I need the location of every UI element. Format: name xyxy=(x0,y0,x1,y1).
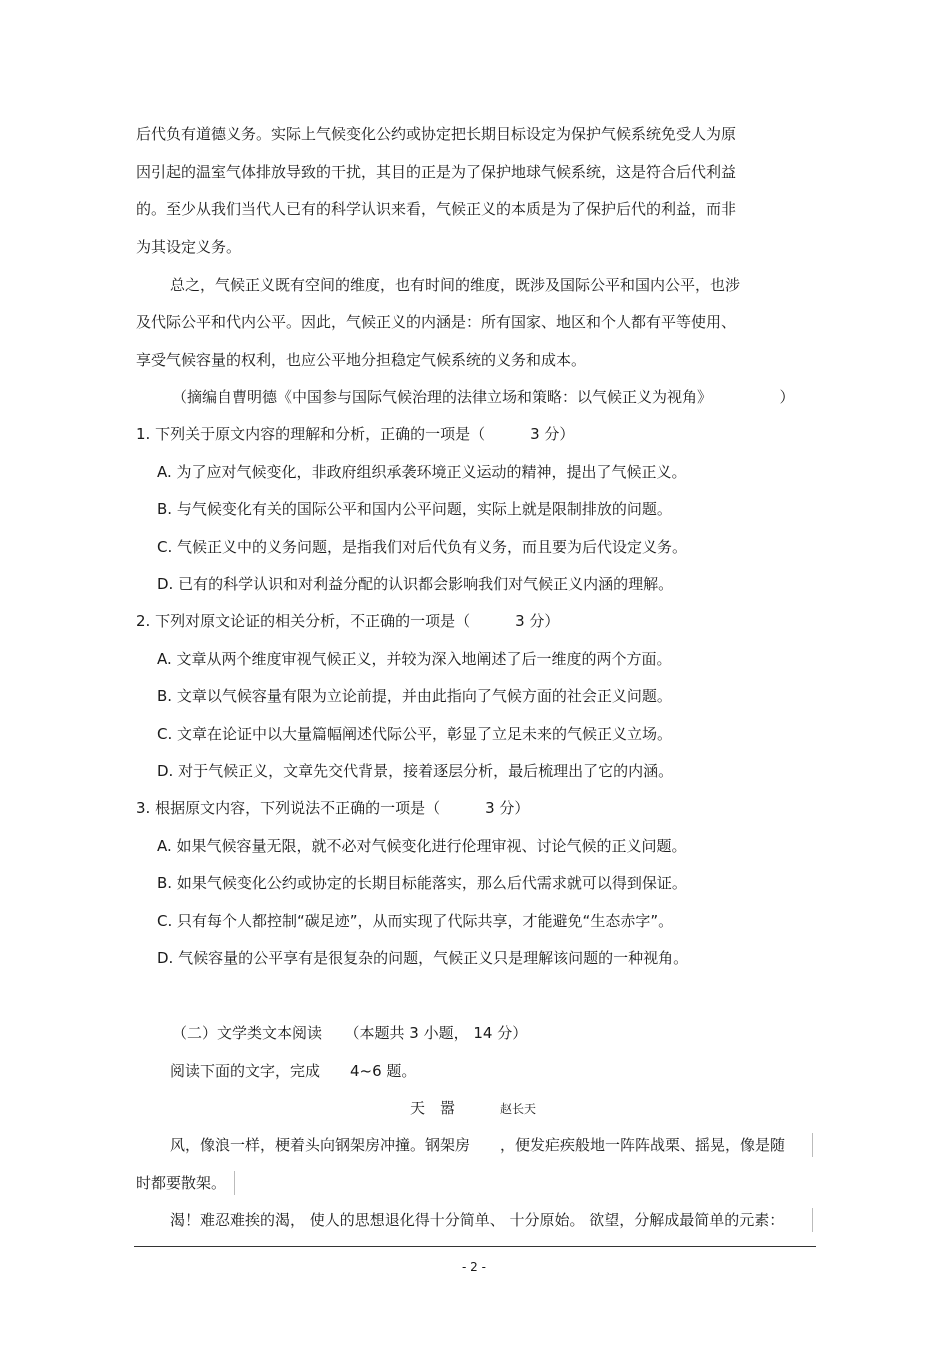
question-option: A. 文章从两个维度审视气候正义，并较为深入地阐述了后一维度的两个方面。 xyxy=(157,650,672,668)
margin-mark xyxy=(812,1133,813,1157)
story-line: 渴！难忍难挨的渴， 使人的思想退化得十分简单、 十分原始。 欲望，分解成最简单的元素： xyxy=(170,1211,785,1229)
source-citation: （摘编自曹明德《中国参与国际气候治理的法律立场和策略：以气候正义为视角》 ） xyxy=(172,388,795,406)
question-option: D. 已有的科学认识和对利益分配的认识都会影响我们对气候正义内涵的理解。 xyxy=(157,575,674,593)
passage-line: 为其设定义务。 xyxy=(136,238,242,256)
question-stem: 2. 下列对原文论证的相关分析，不正确的一项是（ 3 分） xyxy=(136,612,560,630)
margin-mark xyxy=(812,1208,813,1232)
section-heading: （二）文学类文本阅读 （本题共 3 小题， 14 分） xyxy=(172,1024,528,1042)
story-line: 时都要散架。 xyxy=(136,1174,227,1192)
question-option: C. 文章在论证中以大量篇幅阐述代际公平，彰显了立足未来的气候正义立场。 xyxy=(157,725,673,743)
passage-line: 的。至少从我们当代人已有的科学认识来看，气候正义的本质是为了保护后代的利益，而非 xyxy=(136,200,737,218)
passage-line: 因引起的温室气体排放导致的干扰，其目的正是为了保护地球气候系统，这是符合后代利益 xyxy=(136,163,737,181)
question-option: C. 气候正义中的义务问题，是指我们对后代负有义务，而且要为后代设定义务。 xyxy=(157,538,688,556)
passage-line: 及代际公平和代内公平。因此，气候正义的内涵是：所有国家、地区和个人都有平等使用、 xyxy=(136,313,737,331)
story-title: 天 嚣 xyxy=(410,1099,456,1117)
passage-line: 总之，气候正义既有空间的维度，也有时间的维度，既涉及国际公平和国内公平，也涉 xyxy=(170,276,741,294)
question-option: B. 如果气候变化公约或协定的长期目标能落实，那么后代需求就可以得到保证。 xyxy=(157,874,687,892)
question-option: D. 对于气候正义，文章先交代背景，接着逐层分析，最后梳理出了它的内涵。 xyxy=(157,762,674,780)
question-stem: 3. 根据原文内容，下列说法不正确的一项是（ 3 分） xyxy=(136,799,530,817)
question-stem: 1. 下列关于原文内容的理解和分析，正确的一项是（ 3 分） xyxy=(136,425,575,443)
margin-mark xyxy=(234,1171,235,1195)
story-line: 风，像浪一样，梗着头向钢架房冲撞。钢架房 ，便发疟疾般地一阵阵战栗、摇晃，像是随 xyxy=(170,1136,786,1154)
story-author: 赵长天 xyxy=(500,1102,537,1116)
passage-line: 享受气候容量的权利，也应公平地分担稳定气候系统的义务和成本。 xyxy=(136,351,587,369)
passage-line: 后代负有道德义务。实际上气候变化公约或协定把长期目标设定为保护气候系统免受人为原 xyxy=(136,125,737,143)
page-number: - 2 - xyxy=(462,1260,486,1274)
question-option: D. 气候容量的公平享有是很复杂的问题，气候正义只是理解该问题的一种视角。 xyxy=(157,949,689,967)
question-option: C. 只有每个人都控制“碳足迹”，从而实现了代际共享，才能避免“生态赤字”。 xyxy=(157,912,674,930)
question-option: B. 与气候变化有关的国际公平和国内公平问题，实际上就是限制排放的问题。 xyxy=(157,500,672,518)
question-option: A. 为了应对气候变化，非政府组织承袭环境正义运动的精神，提出了气候正义。 xyxy=(157,463,687,481)
footer-rule xyxy=(134,1246,816,1247)
question-option: A. 如果气候容量无限，就不必对气候变化进行伦理审视、讨论气候的正义问题。 xyxy=(157,837,687,855)
section-instruction: 阅读下面的文字，完成 4~6 题。 xyxy=(170,1062,417,1080)
question-option: B. 文章以气候容量有限为立论前提，并由此指向了气候方面的社会正义问题。 xyxy=(157,687,672,705)
